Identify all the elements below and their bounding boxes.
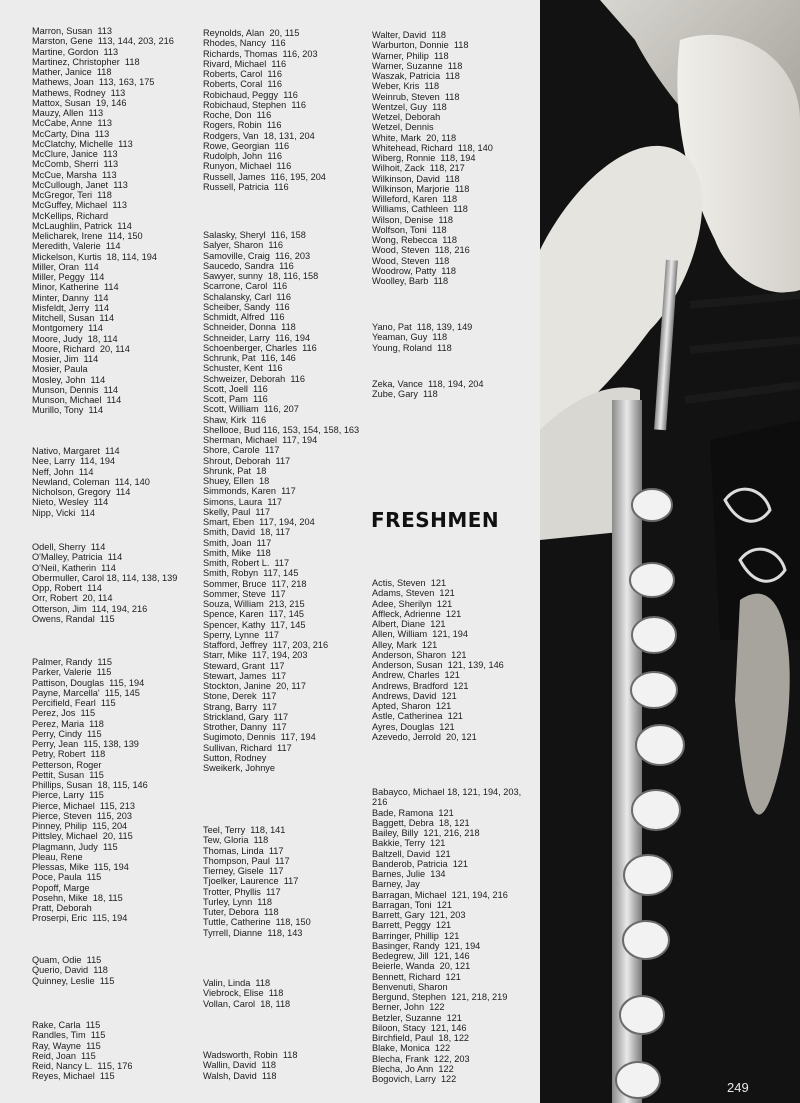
index-entry: Williams, Cathleen 118 xyxy=(372,204,468,215)
index-entry: Nipp, Vicki 114 xyxy=(32,507,95,518)
index-group-a xyxy=(372,578,504,742)
index-entry: Rogers, Robin 116 xyxy=(203,120,282,131)
index-entry: Tyrrell, Dianne 118, 143 xyxy=(203,927,303,938)
index-entry: Simons, Laura 117 xyxy=(203,496,282,507)
index-entry: McCarty, Dina 113 xyxy=(32,128,110,139)
index-entry: Strang, Barry 117 xyxy=(203,701,277,712)
index-entry: Scott, William 116, 207 xyxy=(203,404,299,415)
index-entry: Tew, Gloria 118 xyxy=(203,835,269,846)
index-entry: Rudolph, John 116 xyxy=(203,151,283,161)
index-entry: Babayco, Michael 18, 121, 194, 203, 216 xyxy=(372,787,522,808)
index-entry: Benvenuti, Sharon xyxy=(372,981,448,992)
index-entry: Shrout, Deborah 117 xyxy=(203,455,291,466)
index-entry: Newland, Coleman 114, 140 xyxy=(32,476,150,487)
index-entry: Misfeldt, Jerry 114 xyxy=(32,302,109,313)
index-entry: Willeford, Karen 118 xyxy=(372,194,458,204)
index-entry: Shore, Carole 117 xyxy=(203,445,280,456)
index-entry: Pierce, Michael 115, 213 xyxy=(32,800,135,811)
index-entry: Wilson, Denise 118 xyxy=(372,214,454,225)
index-entry: Tuter, Debora 118 xyxy=(203,907,279,917)
index-entry: Sweikerk, Johnye xyxy=(203,763,276,773)
index-entry: Tuttle, Catherine 118, 150 xyxy=(203,917,311,928)
index-entry: Souza, William 213, 215 xyxy=(203,599,305,609)
index-entry: Yeaman, Guy 118 xyxy=(372,332,448,343)
index-entry: Martine, Gordon 113 xyxy=(32,46,119,57)
index-entry: Russell, James 116, 195, 204 xyxy=(203,171,326,182)
index-entry: Quinney, Leslie 115 xyxy=(32,975,115,986)
index-entry: Posehn, Mike 18, 115 xyxy=(32,892,123,903)
index-entry: Sommer, Steve 117 xyxy=(203,588,286,599)
index-group-o xyxy=(32,542,192,624)
index-group-r2 xyxy=(203,28,326,192)
index-entry: Rake, Carla 115 xyxy=(32,1020,101,1030)
index-entry: Reyes, Michael 115 xyxy=(32,1071,115,1082)
index-entry: Petry, Robert 118 xyxy=(32,749,106,760)
index-entry: Albert, Diane 121 xyxy=(372,619,446,629)
index-entry: Mitchell, Susan 114 xyxy=(32,313,115,323)
index-entry: Robichaud, Stephen 116 xyxy=(203,99,307,110)
index-entry: Mathews, Rodney 113 xyxy=(32,87,126,98)
index-entry: Wadsworth, Robin 118 xyxy=(203,1050,298,1060)
index-entry: Andrews, David 121 xyxy=(372,690,457,701)
index-entry: Tierney, Gisele 117 xyxy=(203,866,284,876)
index-entry: Smith, Joan 117 xyxy=(203,537,272,548)
index-entry: Russell, Patricia 116 xyxy=(203,181,289,192)
index-entry: Bogovich, Larry 122 xyxy=(372,1074,457,1084)
index-entry: Popoff, Marge xyxy=(32,882,90,893)
index-entry: Munson, Michael 114 xyxy=(32,395,122,405)
index-entry: Smart, Eben 117, 194, 204 xyxy=(203,517,315,527)
index-entry: Warburton, Donnie 118 xyxy=(372,40,469,51)
index-entry: Phillips, Susan 18, 115, 146 xyxy=(32,780,148,790)
index-entry: Basinger, Randy 121, 194 xyxy=(372,940,481,951)
index-entry: Scarrone, Carol 116 xyxy=(203,281,288,292)
index-entry: Randles, Tim 115 xyxy=(32,1030,106,1041)
index-entry: Barragan, Toni 121 xyxy=(372,899,453,910)
index-entry: Baltzell, David 121 xyxy=(372,848,451,859)
index-entry: Smith, Mike 118 xyxy=(203,547,271,558)
index-entry: Pinney, Philip 115, 204 xyxy=(32,821,128,831)
index-entry: Adee, Sherilyn 121 xyxy=(372,598,453,609)
flute-player-photo xyxy=(540,0,800,1103)
index-entry: Sawyer, sunny 18, 116, 158 xyxy=(203,271,319,281)
index-entry: McGregor, Teri 118 xyxy=(32,190,112,200)
index-entry: Payne, Marcella' 115, 145 xyxy=(32,687,140,698)
index-entry: Mickelson, Kurtis 18, 114, 194 xyxy=(32,251,157,262)
index-entry: Azevedo, Jerrold 20, 121 xyxy=(372,731,477,742)
index-entry: Pierce, Steven 115, 203 xyxy=(32,810,132,821)
index-entry: Zeka, Vance 118, 194, 204 xyxy=(372,379,484,389)
index-entry: Strother, Danny 117 xyxy=(203,722,287,732)
index-group-t xyxy=(203,825,311,938)
index-entry: Minor, Katherine 114 xyxy=(32,282,119,293)
index-entry: Pierce, Larry 115 xyxy=(32,790,104,801)
index-entry: Woolley, Barb 118 xyxy=(372,276,449,286)
index-entry: Blake, Monica 122 xyxy=(372,1043,451,1054)
index-entry: Ray, Wayne 115 xyxy=(32,1040,101,1051)
index-entry: Martinez, Christopher 118 xyxy=(32,56,140,67)
index-entry: Banderob, Patricia 121 xyxy=(372,858,469,869)
index-entry: Simmonds, Karen 117 xyxy=(203,486,296,497)
index-entry: Teel, Terry 118, 141 xyxy=(203,825,286,835)
index-entry: Marston, Gene 113, 144, 203, 216 xyxy=(32,36,174,47)
index-entry: Mathews, Joan 113, 163, 175 xyxy=(32,77,155,88)
index-entry: Skelly, Paul 117 xyxy=(203,506,271,517)
index-entry: Reid, Nancy L. 115, 176 xyxy=(32,1061,133,1071)
index-group-y xyxy=(372,322,472,353)
index-group-q xyxy=(32,955,114,986)
index-entry: Sperry, Lynne 117 xyxy=(203,629,279,640)
index-entry: Nativo, Margaret 114 xyxy=(32,446,120,456)
index-entry: Whitehead, Richard 118, 140 xyxy=(372,142,493,153)
index-entry: Stone, Derek 117 xyxy=(203,691,277,702)
index-entry: Andrew, Charles 121 xyxy=(372,670,460,681)
index-entry: Perez, Maria 118 xyxy=(32,718,104,729)
index-entry: Scheiber, Sandy 116 xyxy=(203,301,290,312)
index-entry: Affleck, Adrienne 121 xyxy=(372,608,462,619)
index-entry: Blecha, Frank 122, 203 xyxy=(372,1053,470,1064)
index-entry: White, Mark 20, 118 xyxy=(372,132,457,143)
index-group-n xyxy=(32,446,150,518)
index-entry: Mosley, John 114 xyxy=(32,374,106,385)
index-entry: Mosier, Jim 114 xyxy=(32,354,99,364)
index-entry: Baggett, Debra 18, 121 xyxy=(372,817,470,828)
index-group-m xyxy=(32,26,174,416)
index-entry: Marron, Susan 113 xyxy=(32,26,113,36)
index-entry: Wilkinson, Marjorie 118 xyxy=(372,183,470,194)
index-entry: Rodgers, Van 18, 131, 204 xyxy=(203,130,315,141)
index-entry: Reynolds, Alan 20, 115 xyxy=(203,28,300,38)
index-entry: Wood, Steven 118 xyxy=(372,255,450,266)
index-entry: Palmer, Randy 115 xyxy=(32,657,113,667)
index-entry: Wetzel, Dennis xyxy=(372,122,434,133)
index-entry: Nee, Larry 114, 194 xyxy=(32,456,116,467)
index-entry: Obermuller, Carol 18, 114, 138, 139 xyxy=(32,572,178,583)
index-entry: Moore, Richard 20, 114 xyxy=(32,343,130,354)
index-entry: Schneider, Donna 118 xyxy=(203,322,296,333)
index-entry: Tjoelker, Laurence 117 xyxy=(203,876,299,887)
index-entry: Sommer, Bruce 117, 218 xyxy=(203,578,307,589)
index-entry: Turley, Lynn 118 xyxy=(203,896,272,907)
index-entry: Rivard, Michael 116 xyxy=(203,58,287,69)
index-entry: Schoenberger, Charles 116 xyxy=(203,342,317,353)
index-entry: Nieto, Wesley 114 xyxy=(32,497,109,508)
index-entry: Perry, Jean 115, 138, 139 xyxy=(32,739,139,749)
index-entry: Schuster, Kent 116 xyxy=(203,363,283,374)
index-entry: Pleau, Rene xyxy=(32,851,83,862)
index-entry: Bennett, Richard 121 xyxy=(372,971,461,982)
page-number: 249 xyxy=(727,1080,749,1095)
index-entry: McCullough, Janet 113 xyxy=(32,179,128,190)
index-entry: O'Neil, Katherin 114 xyxy=(32,562,116,573)
index-entry: Scott, Joell 116 xyxy=(203,383,268,394)
index-group-p xyxy=(32,657,148,924)
index-entry: Querio, David 118 xyxy=(32,965,108,976)
index-entry: Thompson, Paul 117 xyxy=(203,855,290,866)
index-entry: Astle, Catherinea 121 xyxy=(372,711,463,722)
index-entry: Ayres, Douglas 121 xyxy=(372,721,455,732)
index-entry: Reid, Joan 115 xyxy=(32,1050,96,1061)
index-entry: Plessas, Mike 115, 194 xyxy=(32,862,129,872)
index-entry: Smith, David 18, 117 xyxy=(203,527,291,538)
index-entry: Saucedo, Sandra 116 xyxy=(203,260,294,271)
index-entry: Poce, Paula 115 xyxy=(32,872,102,883)
index-entry: Smith, Robyn 117, 145 xyxy=(203,568,299,579)
index-entry: Odell, Sherry 114 xyxy=(32,542,106,552)
index-group-w xyxy=(203,1050,297,1081)
index-entry: Spence, Karen 117, 145 xyxy=(203,609,304,620)
index-entry: McLaughlin, Patrick 114 xyxy=(32,220,132,231)
index-entry: Biloon, Stacy 121, 146 xyxy=(372,1022,467,1033)
index-group-z xyxy=(372,379,484,400)
index-entry: Salasky, Sheryl 116, 158 xyxy=(203,230,306,240)
index-entry: Plagmann, Judy 115 xyxy=(32,841,118,852)
index-entry: Bade, Ramona 121 xyxy=(372,807,454,818)
index-entry: Schneider, Larry 116, 194 xyxy=(203,332,311,343)
index-entry: Zube, Gary 118 xyxy=(372,389,438,400)
index-entry: Spencer, Kathy 117, 145 xyxy=(203,619,306,630)
index-entry: Stafford, Jeffrey 117, 203, 216 xyxy=(203,640,329,650)
index-entry: Parker, Valerie 115 xyxy=(32,667,112,678)
index-entry: Wentzel, Guy 118 xyxy=(372,101,447,112)
index-entry: Meredith, Valerie 114 xyxy=(32,241,121,252)
index-entry: Apted, Sharon 121 xyxy=(372,701,452,711)
index-entry: Starr, Mike 117, 194, 203 xyxy=(203,650,308,661)
index-entry: Barnes, Julie 134 xyxy=(372,869,446,879)
index-entry: Otterson, Jim 114, 194, 216 xyxy=(32,603,148,614)
index-entry: Waszak, Patricia 118 xyxy=(372,71,460,81)
index-entry: McCabe, Anne 113 xyxy=(32,118,113,129)
index-entry: Pattison, Douglas 115, 194 xyxy=(32,677,145,688)
index-entry: Andrews, Bradford 121 xyxy=(372,680,469,691)
index-entry: Perry, Cindy 115 xyxy=(32,728,102,739)
index-entry: Barney, Jay xyxy=(372,879,420,890)
index-entry: Wallin, David 118 xyxy=(203,1060,277,1071)
index-entry: Moore, Judy 18, 114 xyxy=(32,333,118,344)
index-entry: Stewart, James 117 xyxy=(203,670,287,681)
index-entry: Wetzel, Deborah xyxy=(372,112,441,122)
index-group-b xyxy=(372,787,532,1084)
index-entry: Percifield, Fearl 115 xyxy=(32,698,116,708)
index-entry: McClatchy, Michelle 113 xyxy=(32,138,133,149)
index-entry: O'Malley, Patricia 114 xyxy=(32,552,123,563)
index-entry: Wilhoit, Zack 118, 217 xyxy=(372,163,465,174)
index-entry: Vollan, Carol 18, 118 xyxy=(203,998,291,1009)
index-entry: Miller, Oran 114 xyxy=(32,261,99,272)
index-entry: Sullivan, Richard 117 xyxy=(203,742,292,753)
index-entry: Yano, Pat 118, 139, 149 xyxy=(372,322,473,332)
index-entry: Mather, Janice 118 xyxy=(32,67,112,77)
index-entry: Shellooe, Bud 116, 153, 154, 158, 163 xyxy=(203,424,360,435)
index-entry: Warner, Philip 118 xyxy=(372,50,449,61)
index-entry: Robichaud, Peggy 116 xyxy=(203,89,298,100)
index-entry: Salyer, Sharon 116 xyxy=(203,240,284,251)
index-entry: Barragan, Michael 121, 194, 216 xyxy=(372,889,508,900)
index-entry: Anderson, Susan 121, 139, 146 xyxy=(372,660,504,670)
index-entry: Bakkie, Terry 121 xyxy=(372,838,446,849)
index-group-s xyxy=(203,230,363,773)
index-entry: Minter, Danny 114 xyxy=(32,292,109,303)
index-entry: Roberts, Coral 116 xyxy=(203,79,282,90)
index-entry: Samoville, Craig 116, 203 xyxy=(203,250,311,261)
index-entry: Rhodes, Nancy 116 xyxy=(203,38,286,49)
index-entry: Walsh, David 118 xyxy=(203,1070,277,1081)
index-entry: Perez, Jos 115 xyxy=(32,708,96,719)
index-entry: McKellips, Richard xyxy=(32,210,109,221)
index-entry: Bailey, Billy 121, 216, 218 xyxy=(372,828,480,838)
index-group-w2 xyxy=(372,30,493,286)
index-entry: Wong, Rebecca 118 xyxy=(372,235,457,245)
index-entry: Richards, Thomas 116, 203 xyxy=(203,48,318,59)
index-entry: Blecha, Jo Ann 122 xyxy=(372,1063,454,1074)
index-entry: Montgomery 114 xyxy=(32,323,103,334)
index-entry: Sugimoto, Dennis 117, 194 xyxy=(203,732,316,743)
index-entry: Weber, Kris 118 xyxy=(372,81,440,92)
index-entry: Allen, William 121, 194 xyxy=(372,629,469,640)
index-entry: McCue, Marsha 113 xyxy=(32,169,117,180)
index-entry: Smith, Robert L. 117 xyxy=(203,558,290,568)
index-group-r xyxy=(32,1020,132,1082)
index-entry: Steward, Grant 117 xyxy=(203,660,285,671)
index-entry: Thomas, Linda 117 xyxy=(203,845,284,856)
index-entry: Stockton, Janine 20, 117 xyxy=(203,681,307,691)
index-entry: Quam, Odie 115 xyxy=(32,955,102,965)
index-entry: Trotter, Phyllis 117 xyxy=(203,886,281,897)
index-entry: Weinrub, Steven 118 xyxy=(372,91,460,102)
index-entry: Wilkinson, David 118 xyxy=(372,173,460,184)
index-entry: Owens, Randal 115 xyxy=(32,613,115,624)
index-entry: Wood, Steven 118, 216 xyxy=(372,245,470,256)
index-entry: Wiberg, Ronnie 118, 194 xyxy=(372,153,476,163)
index-entry: Scott, Pam 116 xyxy=(203,394,268,404)
index-entry: Petterson, Roger xyxy=(32,759,102,770)
index-entry: Woodrow, Patty 118 xyxy=(372,265,456,276)
index-entry: Bergund, Stephen 121, 218, 219 xyxy=(372,992,508,1002)
index-group-v xyxy=(203,978,290,1009)
index-entry: Young, Roland 118 xyxy=(372,342,452,353)
index-entry: Barringer, Phillip 121 xyxy=(372,930,460,941)
index-entry: Mattox, Susan 19, 146 xyxy=(32,97,127,108)
index-entry: Sutton, Rodney xyxy=(203,752,267,763)
index-entry: Berner, John 122 xyxy=(372,1002,445,1013)
index-entry: Opp, Robert 114 xyxy=(32,583,102,593)
index-entry: Proserpi, Eric 115, 194 xyxy=(32,913,128,924)
index-entry: Murillo, Tony 114 xyxy=(32,405,104,416)
index-entry: Orr, Robert 20, 114 xyxy=(32,593,113,604)
index-entry: Schalansky, Carl 116 xyxy=(203,291,292,302)
index-entry: McComb, Sherri 113 xyxy=(32,159,119,170)
index-entry: Barrett, Peggy 121 xyxy=(372,920,452,931)
index-entry: Alley, Mark 121 xyxy=(372,639,438,650)
index-entry: Mosier, Paula xyxy=(32,364,88,375)
index-entry: Munson, Dennis 114 xyxy=(32,384,119,395)
index-entry: Schweizer, Deborah 116 xyxy=(203,373,305,384)
index-entry: Walter, David 118 xyxy=(372,30,447,40)
index-entry: Roche, Don 116 xyxy=(203,110,272,120)
index-entry: Warner, Suzanne 118 xyxy=(372,60,463,71)
photo-illustration xyxy=(540,0,800,1103)
index-entry: Strickland, Gary 117 xyxy=(203,711,289,722)
index-entry: Birchfield, Paul 18, 122 xyxy=(372,1033,470,1043)
index-entry: Shrunk, Pat 18 xyxy=(203,465,267,476)
index-entry: Neff, John 114 xyxy=(32,466,94,477)
index-entry: Shaw, Kirk 116 xyxy=(203,414,267,425)
index-entry: Pittsley, Michael 20, 115 xyxy=(32,831,133,842)
index-entry: Beierle, Wanda 20, 121 xyxy=(372,961,471,972)
index-entry: Mauzy, Allen 113 xyxy=(32,108,104,118)
index-entry: Adams, Steven 121 xyxy=(372,588,455,599)
index-entry: Schrunk, Pat 116, 146 xyxy=(203,353,296,363)
index-entry: Miller, Peggy 114 xyxy=(32,272,105,282)
index-entry: Pettit, Susan 115 xyxy=(32,769,104,780)
index-entry: Bedegrew, Jill 121, 146 xyxy=(372,951,470,961)
index-entry: Melicharek, Irene 114, 150 xyxy=(32,231,143,241)
section-heading: FRESHMEN xyxy=(371,508,500,532)
index-entry: McGuffey, Michael 113 xyxy=(32,200,127,211)
index-entry: Schmidt, Alfred 116 xyxy=(203,312,285,322)
index-entry: Actis, Steven 121 xyxy=(372,578,447,588)
index-entry: Nicholson, Gregory 114 xyxy=(32,487,131,497)
index-entry: Anderson, Sharon 121 xyxy=(372,649,467,660)
index-entry: Wolfson, Toni 118 xyxy=(372,224,447,235)
index-entry: Viebrock, Elise 118 xyxy=(203,988,284,999)
index-entry: Barrett, Gary 121, 203 xyxy=(372,910,466,920)
index-entry: Shuey, Ellen 18 xyxy=(203,476,270,486)
index-entry: Runyon, Michael 116 xyxy=(203,161,292,172)
index-entry: Rowe, Georgian 116 xyxy=(203,140,290,151)
index-entry: Roberts, Carol 116 xyxy=(203,69,282,79)
index-entry: McClure, Janice 113 xyxy=(32,149,118,159)
index-entry: Sherman, Michael 117, 194 xyxy=(203,435,318,445)
index-entry: Pratt, Deborah xyxy=(32,903,92,913)
index-entry: Valin, Linda 118 xyxy=(203,978,271,988)
index-entry: Betzler, Suzanne 121 xyxy=(372,1012,462,1023)
